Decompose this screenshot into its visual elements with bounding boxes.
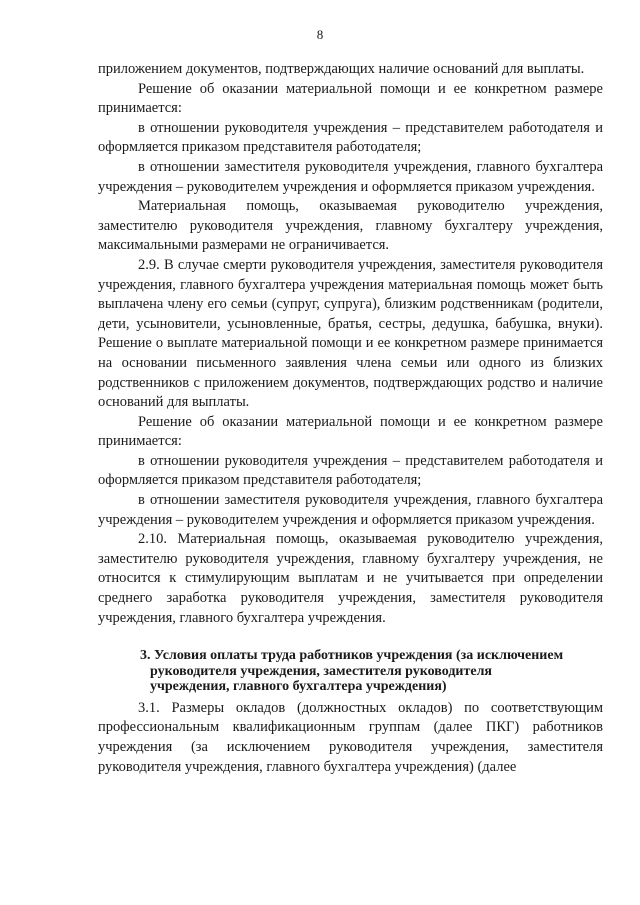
paragraph: в отношении руководителя учреждения – представителем работодателя и оформляется приказом представителя работодателя; [98, 452, 603, 489]
paragraph: Материальная помощь, оказываемая руководителю учреждения, заместителю руководителя учреждения, главному бухгалтеру учреждения, максимальными размерами не ограничивается. [98, 198, 603, 254]
section-heading-line: учреждения, главного бухгалтера учреждения) [150, 679, 447, 695]
paragraph: 2.10. Материальная помощь, оказываемая руководителю учреждения, заместителю руководителя учреждения, главному бухгалтеру учреждения, не относится к стимулирующим выплатам и не учитывается при определении среднего заработка руководителя учреждения, заместителя руководителя учреждения, главного бухгалтера учреждения. [98, 531, 603, 626]
paragraph: Решение об оказании материальной помощи и ее конкретном размере принимается: [98, 413, 603, 450]
paragraph: в отношении заместителя руководителя учреждения, главного бухгалтера учреждения – руководителем учреждения и оформляется приказом учреждения. [98, 492, 603, 528]
paragraph: в отношении заместителя руководителя учреждения, главного бухгалтера учреждения – руководителем учреждения и оформляется приказом учреждения. [98, 158, 603, 195]
paragraph: 2.9. В случае смерти руководителя учреждения, заместителя руководителя учреждения, главного бухгалтера учреждения материальная помощь может быть выплачена члену его семьи (супруг, супруга), близким родственникам (родители, дети, усыновители, усыновленные, братья, сестры, дедушка, бабушка, внуки). Решение о выплате материальной помощи и ее конкретном размере принимается на основании письменного заявления члена семьи или одного из близких родственников с приложением документов, подтверждающих родство и наличие оснований для выплаты. [98, 256, 603, 411]
section-heading-line: 3. Условия оплаты труда работников учреждения (за исключением [140, 648, 564, 664]
paragraph: Решение об оказании материальной помощи и ее конкретном размере принимается: [98, 80, 603, 117]
section-heading-line: руководителя учреждения, заместителя руководителя [150, 663, 493, 679]
paragraph: 3.1. Размеры окладов (должностных окладов) по соответствующим профессиональным квалификационным группам (далее ПКГ) работников учреждения (за исключением руководителя учреждения, заместителя руководителя учреждения, главного бухгалтера учреждения) (далее [98, 699, 603, 775]
document-body [98, 60, 603, 777]
page-number: 8 [316, 27, 324, 42]
paragraph: в отношении руководителя учреждения – представителем работодателя и оформляется приказом представителя работодателя; [98, 119, 603, 156]
paragraph: приложением документов, подтверждающих наличие оснований для выплаты. [98, 61, 585, 77]
section-heading [98, 648, 603, 695]
